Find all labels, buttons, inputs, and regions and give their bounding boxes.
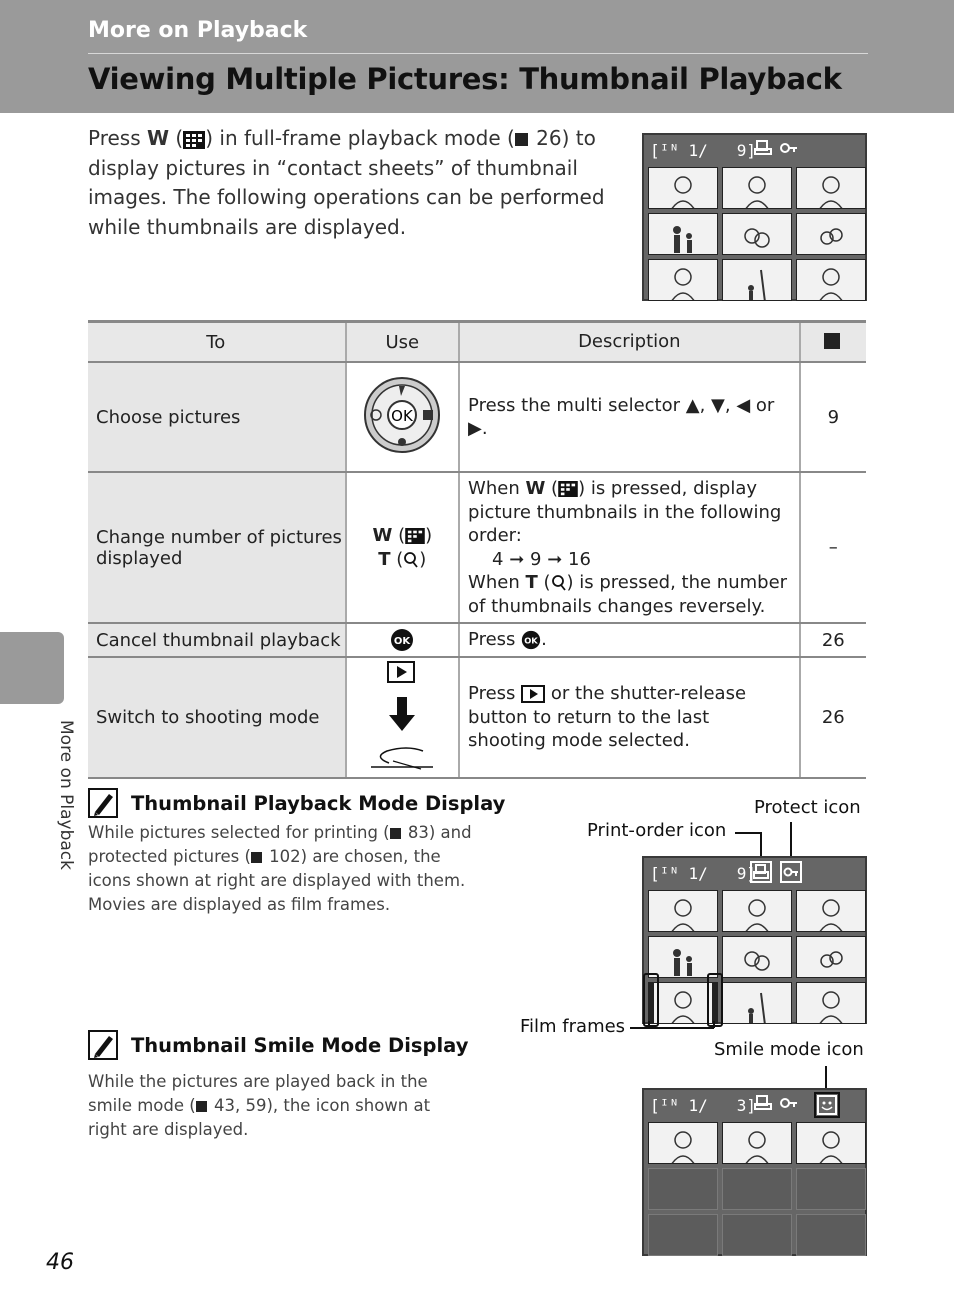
col-header-description: Description (459, 322, 800, 363)
portrait-image (817, 897, 845, 932)
order-sequence: 4 ➞ 9 ➞ 16 (492, 548, 591, 570)
desc-text: ( (545, 478, 559, 499)
thumbnail-grid-icon (183, 131, 205, 149)
row-description (459, 472, 800, 623)
print-order-icon-callout: Print-order icon (587, 820, 727, 841)
callout-line (713, 1021, 715, 1028)
smile-mode-icon (814, 1092, 840, 1118)
empty-thumbnail (722, 1214, 792, 1256)
row-control (346, 623, 460, 657)
paren: ) (419, 548, 427, 570)
thumbnail (648, 890, 718, 932)
t-key: T (525, 572, 538, 593)
note-body (88, 821, 488, 917)
row-control (346, 362, 460, 472)
flowers-image (817, 220, 845, 255)
page-reference-icon (390, 828, 401, 839)
desc-text: ) is pressed, display picture thumbnails in the following order: (468, 478, 782, 546)
film-frame-highlight-right (707, 973, 723, 1027)
note-text: While pictures selected for printing ( (88, 823, 390, 842)
row-action: Choose pictures (88, 362, 346, 472)
flowers-image (817, 943, 845, 978)
note-text: 43, 59), the icon shown at right are displayed. (88, 1096, 431, 1139)
header-divider (88, 53, 868, 54)
note-pencil-icon (88, 788, 118, 818)
callout-line (735, 832, 761, 834)
page-reference-icon (251, 852, 262, 863)
protect-icon (780, 861, 802, 883)
table-row (88, 657, 866, 778)
memory-indicator: [ᴵᴺ (650, 864, 679, 883)
desc-text: ) is pressed, the number of thumbnails changes reversely. (468, 572, 788, 617)
protect-icon (780, 1095, 798, 1111)
row-description: Press the multi selector ▲, ▼, ◀ or ▶. (459, 362, 800, 472)
note-text: 83) and protected pictures ( (88, 823, 472, 866)
row-page: 26 (800, 657, 866, 778)
thumbnail (796, 1122, 866, 1164)
protect-icon-callout: Protect icon (754, 797, 861, 818)
thumbnail (796, 167, 866, 209)
zoom-magnifier-icon (551, 574, 567, 592)
col-header-page (800, 322, 866, 363)
note-text: 102) are chosen, the icons shown at right are displayed with them. Movies are displayed as film frames. (88, 847, 466, 914)
screen-status-bar (644, 858, 865, 888)
desc-text: When (468, 478, 526, 499)
intro-text-4: 26) to display pictures in “contact sheets” of thumbnail images. The following operations can be performed while thumbnails are displayed. (88, 126, 605, 239)
row-action: Change number of pictures displayed (88, 472, 346, 623)
row-control (346, 657, 460, 778)
note-pencil-icon (88, 1030, 118, 1060)
picture-counter: 1/ 9] (688, 141, 756, 160)
empty-thumbnail (648, 1168, 718, 1210)
portrait-image (669, 174, 697, 209)
row-control (346, 472, 460, 623)
thumbnail-grid-icon (558, 481, 578, 497)
playback-to-shutter-icon (367, 659, 437, 771)
ok-button-icon (390, 628, 414, 652)
thumbnail (796, 213, 866, 255)
row-description (459, 623, 800, 657)
row-description (459, 657, 800, 778)
page-reference-icon (515, 133, 528, 146)
thumbnail (648, 1122, 718, 1164)
thumbnail-grid-icon (405, 528, 425, 544)
thumbnail (796, 259, 866, 301)
thumbnail (648, 936, 718, 978)
playback-button-icon (521, 685, 545, 703)
intro-text-1: Press (88, 126, 147, 150)
row-page: – (800, 472, 866, 623)
desc-text: . (541, 629, 547, 651)
portrait-image (669, 1129, 697, 1164)
table-row (88, 623, 866, 657)
screen-status-bar (644, 135, 865, 165)
protect-icon (780, 140, 798, 156)
print-order-icon (754, 1095, 772, 1111)
desc-text: or the shutter-release button to return to the last shooting mode selected. (468, 683, 747, 752)
callout-line (825, 1066, 827, 1090)
table-header-row (88, 322, 866, 363)
flowers-image (743, 220, 771, 255)
thumbnail (648, 213, 718, 255)
row-action: Switch to shooting mode (88, 657, 346, 778)
note-body (88, 1070, 468, 1142)
portrait-image (669, 897, 697, 932)
portrait-image (817, 174, 845, 209)
w-key: W (372, 524, 393, 546)
page-number: 46 (46, 1250, 74, 1275)
thumbnail (648, 167, 718, 209)
col-header-to: To (88, 322, 346, 363)
thumbnail-screen-annotated (642, 856, 867, 1024)
svg-text:OK: OK (524, 635, 538, 646)
desc-text: Press (468, 629, 522, 651)
landscape-image (743, 989, 771, 1024)
thumbnail-grid (648, 167, 866, 301)
picture-counter: 1/ 3] (688, 1096, 756, 1115)
flowers-image (743, 943, 771, 978)
thumbnail (722, 890, 792, 932)
film-frames-callout: Film frames (520, 1016, 626, 1037)
page-reference-icon (196, 1101, 207, 1112)
empty-thumbnail (722, 1168, 792, 1210)
paren: ) (425, 524, 433, 546)
picture-counter: 1/ 9] (688, 864, 756, 883)
portrait-image (743, 1129, 771, 1164)
thumbnail (722, 259, 792, 301)
thumbnail (722, 982, 792, 1024)
thumbnail-grid (648, 1122, 866, 1256)
header-band (0, 0, 954, 113)
thumbnail (722, 167, 792, 209)
ok-button-icon (521, 630, 541, 650)
intro-paragraph (88, 124, 628, 242)
print-order-icon (754, 140, 772, 156)
svg-text:OK: OK (391, 406, 414, 425)
portrait-image (817, 989, 845, 1024)
callout-line (648, 1021, 650, 1028)
note-title: Thumbnail Playback Mode Display (131, 792, 506, 815)
row-page: 26 (800, 623, 866, 657)
smile-mode-screen (642, 1088, 867, 1256)
callout-line (630, 1027, 714, 1029)
empty-thumbnail (796, 1214, 866, 1256)
row-action: Cancel thumbnail playback (88, 623, 346, 657)
smile-mode-icon-callout: Smile mode icon (714, 1039, 864, 1060)
portrait-image (817, 266, 845, 301)
table-row (88, 362, 866, 472)
multi-selector-icon (363, 376, 441, 454)
thumbnail (796, 936, 866, 978)
paren: ( (398, 524, 406, 546)
paren: ( (396, 548, 404, 570)
portrait-image (669, 266, 697, 301)
page-reference-icon (824, 333, 840, 349)
desc-text: ( (537, 572, 551, 593)
w-key: W (525, 478, 546, 499)
intro-text-3: ) in full-frame playback mode ( (205, 126, 515, 150)
callout-line (790, 822, 792, 860)
table-row (88, 472, 866, 623)
family-image (669, 943, 697, 978)
family-image (669, 220, 697, 255)
portrait-image (817, 1129, 845, 1164)
w-key: W (147, 126, 170, 150)
landscape-image (743, 266, 771, 301)
thumbnail (722, 213, 792, 255)
thumbnail-grid (648, 890, 866, 1024)
section-title: More on Playback (88, 18, 308, 43)
t-key: T (378, 548, 391, 570)
operations-table (88, 320, 866, 779)
print-order-icon (750, 861, 772, 883)
film-frame-highlight-left (643, 973, 659, 1027)
note-title: Thumbnail Smile Mode Display (131, 1034, 469, 1057)
note-text: While the pictures are played back in the smile mode ( (88, 1072, 428, 1115)
page-title: Viewing Multiple Pictures: Thumbnail Playback (88, 62, 842, 96)
thumbnail (722, 1122, 792, 1164)
desc-text: When (468, 572, 526, 593)
thumbnail (796, 890, 866, 932)
portrait-image (743, 174, 771, 209)
memory-indicator: [ᴵᴺ (650, 1096, 679, 1115)
thumbnail (648, 259, 718, 301)
row-page: 9 (800, 362, 866, 472)
portrait-image (743, 897, 771, 932)
screen-status-bar (644, 1090, 865, 1120)
empty-thumbnail (796, 1168, 866, 1210)
thumbnail (796, 982, 866, 1024)
chapter-side-label: More on Playback (56, 720, 76, 870)
chapter-tab (0, 632, 64, 704)
desc-text: Press (468, 683, 522, 705)
svg-text:OK: OK (394, 636, 411, 647)
thumbnail-screen-example (642, 133, 867, 301)
thumbnail (722, 936, 792, 978)
memory-indicator: [ᴵᴺ (650, 141, 679, 160)
intro-text-2: ( (169, 126, 184, 150)
portrait-image (669, 989, 697, 1024)
zoom-magnifier-icon (403, 551, 419, 569)
empty-thumbnail (648, 1214, 718, 1256)
col-header-use: Use (346, 322, 460, 363)
